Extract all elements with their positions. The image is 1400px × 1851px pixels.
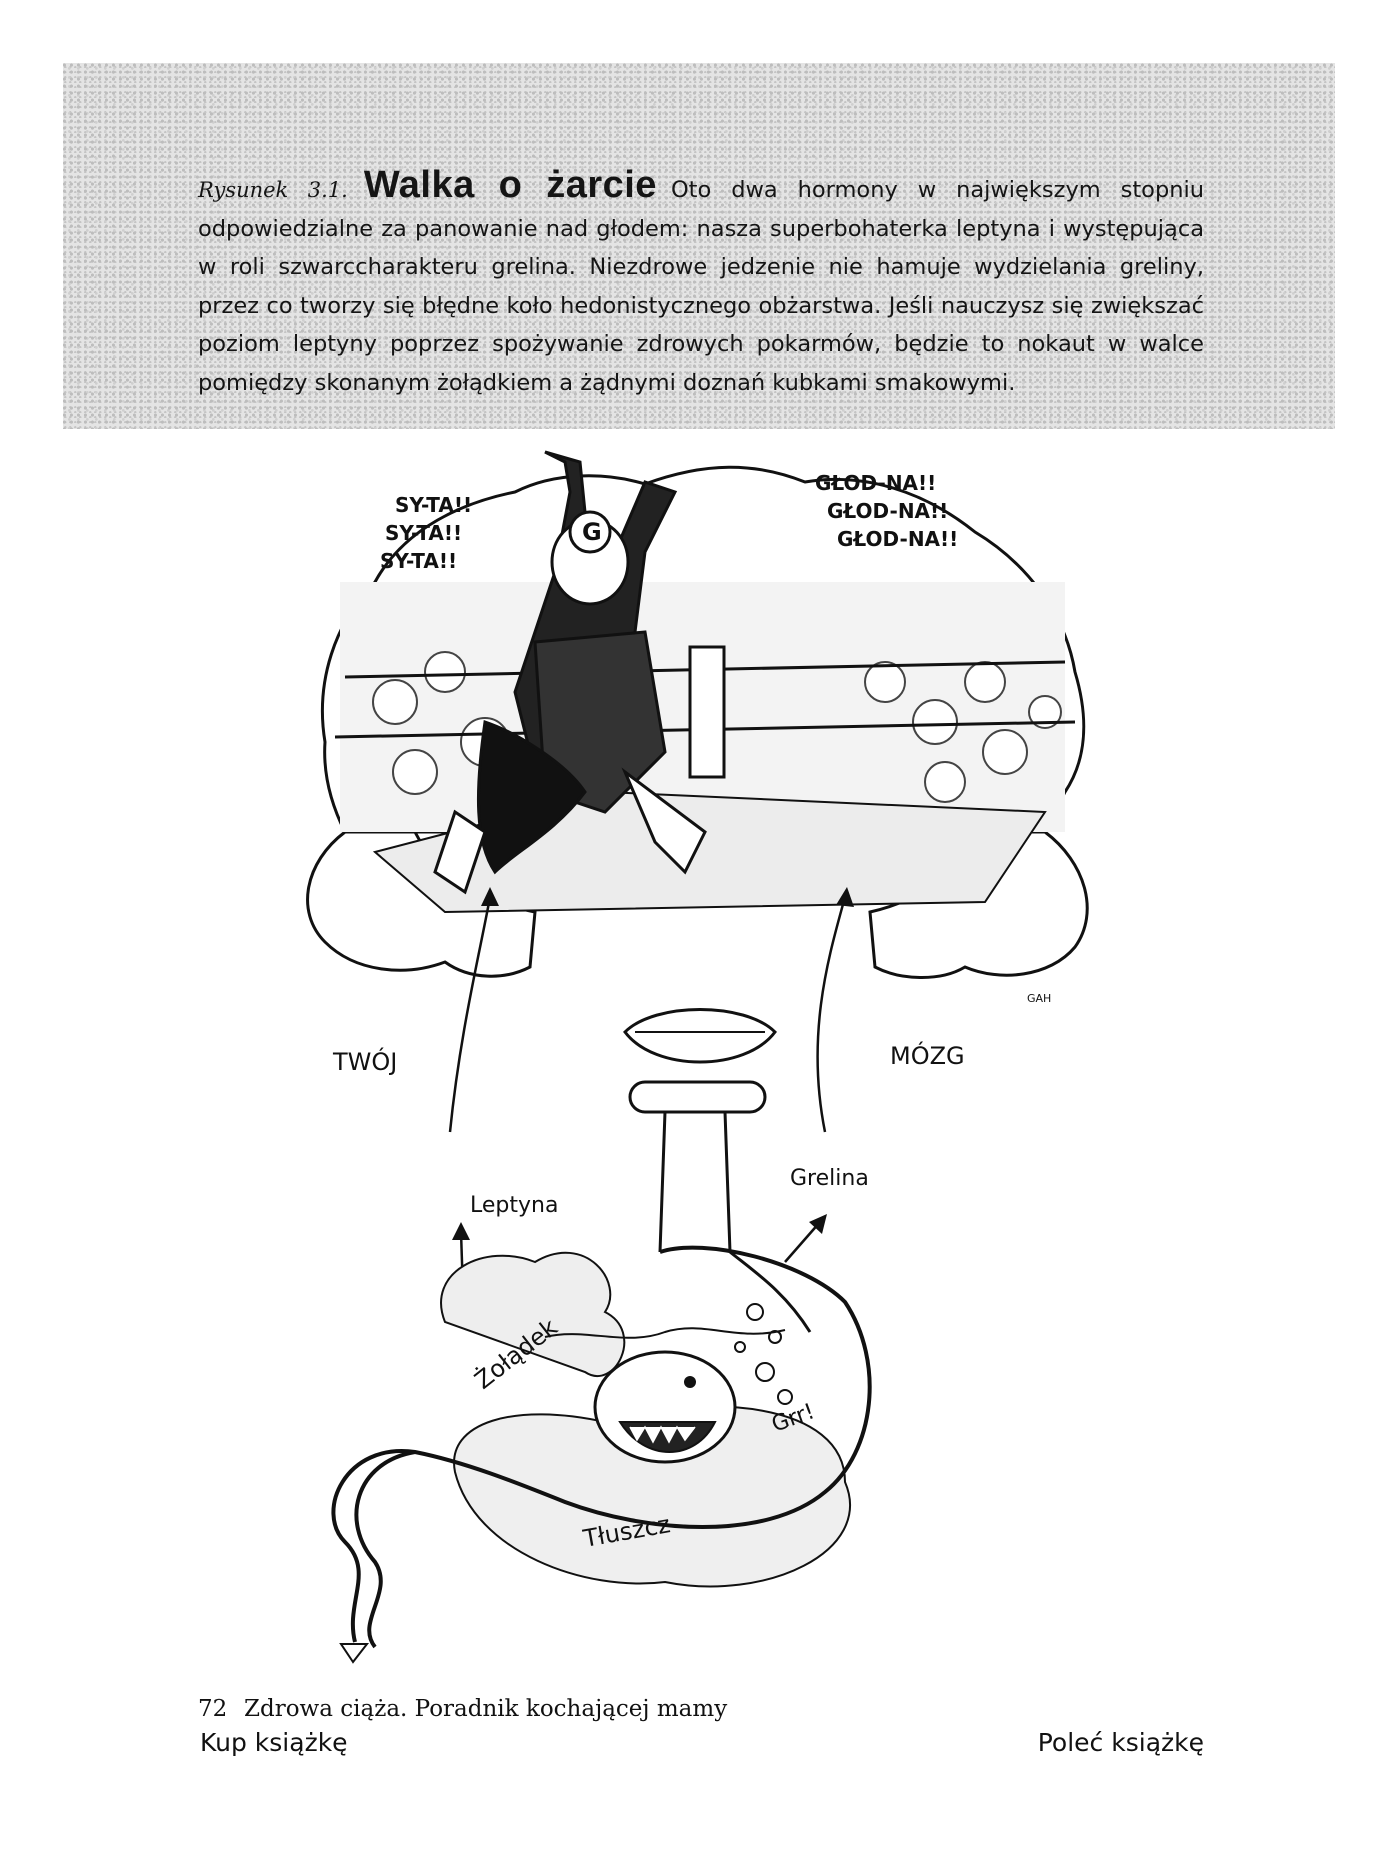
stomach-bubbles xyxy=(735,1304,792,1404)
speech-left-3: SY-TA!! xyxy=(380,549,458,573)
speech-left-2: SY-TA!! xyxy=(385,521,463,545)
speech-right-1: GŁOD-NA!! xyxy=(815,471,937,495)
arrow-label-grelina: Grelina xyxy=(790,1166,869,1191)
ring-post xyxy=(690,647,724,777)
recommend-book-link[interactable]: Poleć książkę xyxy=(1037,1728,1204,1757)
esophagus xyxy=(660,1112,730,1252)
grelina-arrow xyxy=(818,897,845,1132)
villain-letter-text: G xyxy=(582,518,602,546)
page-number: 72 xyxy=(198,1696,228,1722)
figure-caption xyxy=(198,166,1204,402)
speech-right-2: GŁOD-NA!! xyxy=(827,499,949,523)
buy-book-link[interactable]: Kup książkę xyxy=(200,1728,348,1757)
grelina-up-arrow xyxy=(785,1222,820,1262)
brain-label-left: TWÓJ xyxy=(333,1048,398,1076)
artist-signature: GAH xyxy=(1027,992,1052,1005)
intestine-exit-arrow xyxy=(341,1644,367,1662)
brain-label-right: MÓZG xyxy=(890,1042,965,1070)
growl-label: Grr! xyxy=(768,1399,819,1438)
tongue-tray xyxy=(630,1082,765,1112)
arrow-label-leptyna: Leptyna xyxy=(470,1193,559,1218)
stomach-label: Żołądek xyxy=(469,1313,563,1395)
cartoon-illustration xyxy=(285,432,1115,1667)
figure-title: Walka o żarcie xyxy=(363,164,657,206)
fat-label: Tłuszcz xyxy=(581,1510,673,1553)
speech-right-3: GŁOD-NA!! xyxy=(837,527,959,551)
stomach-inner xyxy=(730,1252,810,1332)
caption-body: Oto dwa hormony w największym stopniu odpowiedzialne za panowanie nad głodem: nasza superbohaterka leptyna i występująca w roli szwarccharakteru grelina. Niezdrowe jedzenie nie hamuje wydzielania greliny, przez co tworzy się błędne koło hedonistycznego obżarstwa. Jeśli nauczysz się zwiększać poziom leptyny poprzez spożywanie zdrowych pokarmów, będzie to nokaut w walce pomiędzy skonanym żołądkiem a żądnymi doznań kubkami smakowymi. xyxy=(198,177,1204,396)
lion-eye xyxy=(684,1376,696,1388)
speech-right xyxy=(815,471,958,551)
figure-label: Rysunek 3.1. xyxy=(198,178,348,202)
mouth xyxy=(625,1010,775,1063)
running-book-title: Zdrowa ciąża. Poradnik kochającej mamy xyxy=(244,1696,728,1722)
speech-left-1: SY-TA!! xyxy=(395,493,473,517)
